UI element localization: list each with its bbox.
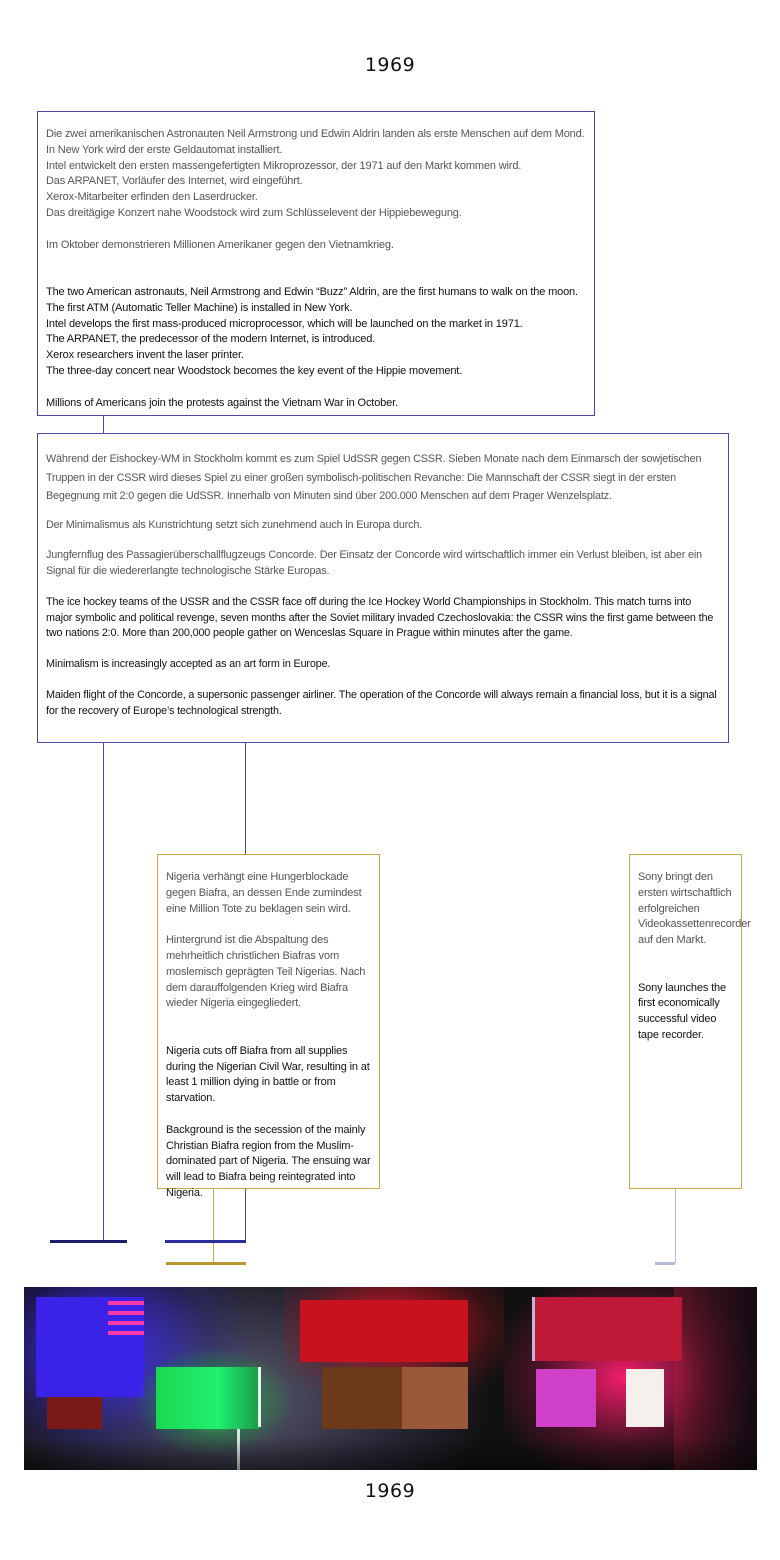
box1-de-line: Xerox-Mitarbeiter erfinden den Laserdrucker. xyxy=(46,191,258,204)
category-bar-asia xyxy=(655,1262,675,1265)
category-bar-europe xyxy=(165,1240,246,1243)
box1-de-line: Das dreitägige Konzert nahe Woodstock wird zum Schlüsselevent der Hippiebewegung. xyxy=(46,206,462,219)
year-heading-top: 1969 xyxy=(364,54,416,76)
event-box-europe xyxy=(37,433,729,743)
box2-de-para: Jungfernflug des Passagierüberschallflugzeugs Concorde. Der Einsatz der Concorde wird wirtschaftlich immer ein Verlust bleiben, ist aber ein Signal für die wiedererlangte technologische Stärke Europas. xyxy=(46,549,702,578)
event-box-asia xyxy=(629,854,751,1189)
dark-red-block xyxy=(47,1397,102,1429)
crimson-block xyxy=(532,1297,682,1361)
connector-line xyxy=(103,416,104,433)
box1-en-line: Xerox researchers invent the laser printer. xyxy=(46,349,244,362)
year-heading-bottom: 1969 xyxy=(364,1480,416,1502)
box2-de-para: Der Minimalismus als Kunstrichtung setzt sich zunehmend auch in Europa durch. xyxy=(46,518,423,531)
box3-en-para: Background is the secession of the mainly Christian Biafra region from the Muslim-dominated part of Nigeria. The ensuing war will lead to Biafra being reintegrated into Nigeria. xyxy=(166,1123,371,1199)
red-block xyxy=(300,1300,468,1362)
box1-en-line: Intel develops the first mass-produced microprocessor, which will be launched on the market in 1971. xyxy=(46,317,523,330)
box1-en-line: The two American astronauts, Neil Armstrong and Edwin “Buzz” Aldrin, are the first humans to walk on the moon. xyxy=(46,285,578,298)
box1-de-line: In New York wird der erste Geldautomat installiert. xyxy=(46,143,283,156)
box1-de-extra: Im Oktober demonstrieren Millionen Amerikaner gegen den Vietnamkrieg. xyxy=(46,238,394,251)
grey-edge-strip xyxy=(532,1297,535,1361)
tan-block xyxy=(402,1367,468,1429)
box3-en-para: Nigeria cuts off Biafra from all supplies during the Nigerian Civil War, resulting in at least 1 million dying in battle or from starvation. xyxy=(166,1044,370,1105)
white-light-strip xyxy=(258,1367,261,1427)
box2-en-para: Minimalism is increasingly accepted as an art form in Europe. xyxy=(46,658,331,671)
event-box-africa xyxy=(157,854,380,1199)
box1-en-line: The first ATM (Automatic Teller Machine) is installed in New York. xyxy=(46,301,353,314)
box4-en-para: Sony launches the first economically successful video tape recorder. xyxy=(638,981,726,1041)
white-block xyxy=(626,1369,664,1427)
box1-en-line: The ARPANET, the predecessor of the modern Internet, is introduced. xyxy=(46,333,376,346)
box1-de-line: Das ARPANET, Vorläufer des Internet, wird eingeführt. xyxy=(46,175,303,188)
box2-en-para: Maiden flight of the Concorde, a supersonic passenger airliner. The operation of the Concorde will always remain a financial loss, but it is a signal for the recovery of Europe’s technological strength. xyxy=(46,689,717,717)
brown-block xyxy=(322,1367,404,1429)
category-bar-africa xyxy=(166,1262,246,1265)
green-block xyxy=(156,1367,259,1429)
box4-de-para: Sony bringt den ersten wirtschaftlich erfolgreichen Videokassettenrecorder auf den Markt. xyxy=(638,871,751,947)
box1-de-line: Intel entwickelt den ersten massengefertigten Mikroprozessor, der 1971 auf den Markt kommen wird. xyxy=(46,159,522,172)
pink-block xyxy=(536,1369,596,1427)
box3-de-para: Nigeria verhängt eine Hungerblockade gegen Biafra, an dessen Ende zumindest eine Million Tote zu beklagen sein wird. xyxy=(166,871,362,915)
timeline-line-asia xyxy=(675,1189,676,1263)
timeline-line-europe xyxy=(245,743,246,854)
light-installation-image xyxy=(24,1287,757,1470)
box2-de-para: Während der Eishockey-WM in Stockholm kommt es zum Spiel UdSSR gegen CSSR. Sieben Monate nach dem Einmarsch der sowjetischen Truppen in der CSSR wird dieses Spiel zu einer großen symbolisch-politischen Revanche: Die Mannschaft der CSSR siegt in der ersten Begegnung mit 2:0 gegen die UdSSR. Innerhalb von Minuten sind über 200.000 Menschen auf dem Prager Wenzelsplatz. xyxy=(46,453,702,502)
category-bar-world xyxy=(50,1240,127,1243)
timeline-line-world xyxy=(103,743,104,1241)
event-box-world-1 xyxy=(37,111,595,416)
box3-de-para: Hintergrund ist die Abspaltung des mehrheitlich christlichen Biafras vom moslemisch geprägten Teil Nigerias. Nach dem darauffolgenden Krieg wird Biafra wieder Nigeria eingegliedert. xyxy=(166,934,366,1010)
pink-stripes xyxy=(108,1301,144,1335)
box2-en-para: The ice hockey teams of the USSR and the CSSR face off during the Ice Hockey World Championships in Stockholm. This match turns into major symbolic and political revenge, seven months after the Soviet military invaded Czechoslovakia: the CSSR wins the first game between the two nations 2:0. More than 200,000 people gather on Wenceslas Square in Prague within minutes after the game. xyxy=(46,595,714,640)
floor-shade xyxy=(24,1437,757,1470)
box1-en-extra: Millions of Americans join the protests against the Vietnam War in October. xyxy=(46,396,398,409)
box1-de-line: Die zwei amerikanischen Astronauten Neil Armstrong und Edwin Aldrin landen als erste Menschen auf dem Mond. xyxy=(46,128,585,140)
box1-en-line: The three-day concert near Woodstock becomes the key event of the Hippie movement. xyxy=(46,364,463,377)
